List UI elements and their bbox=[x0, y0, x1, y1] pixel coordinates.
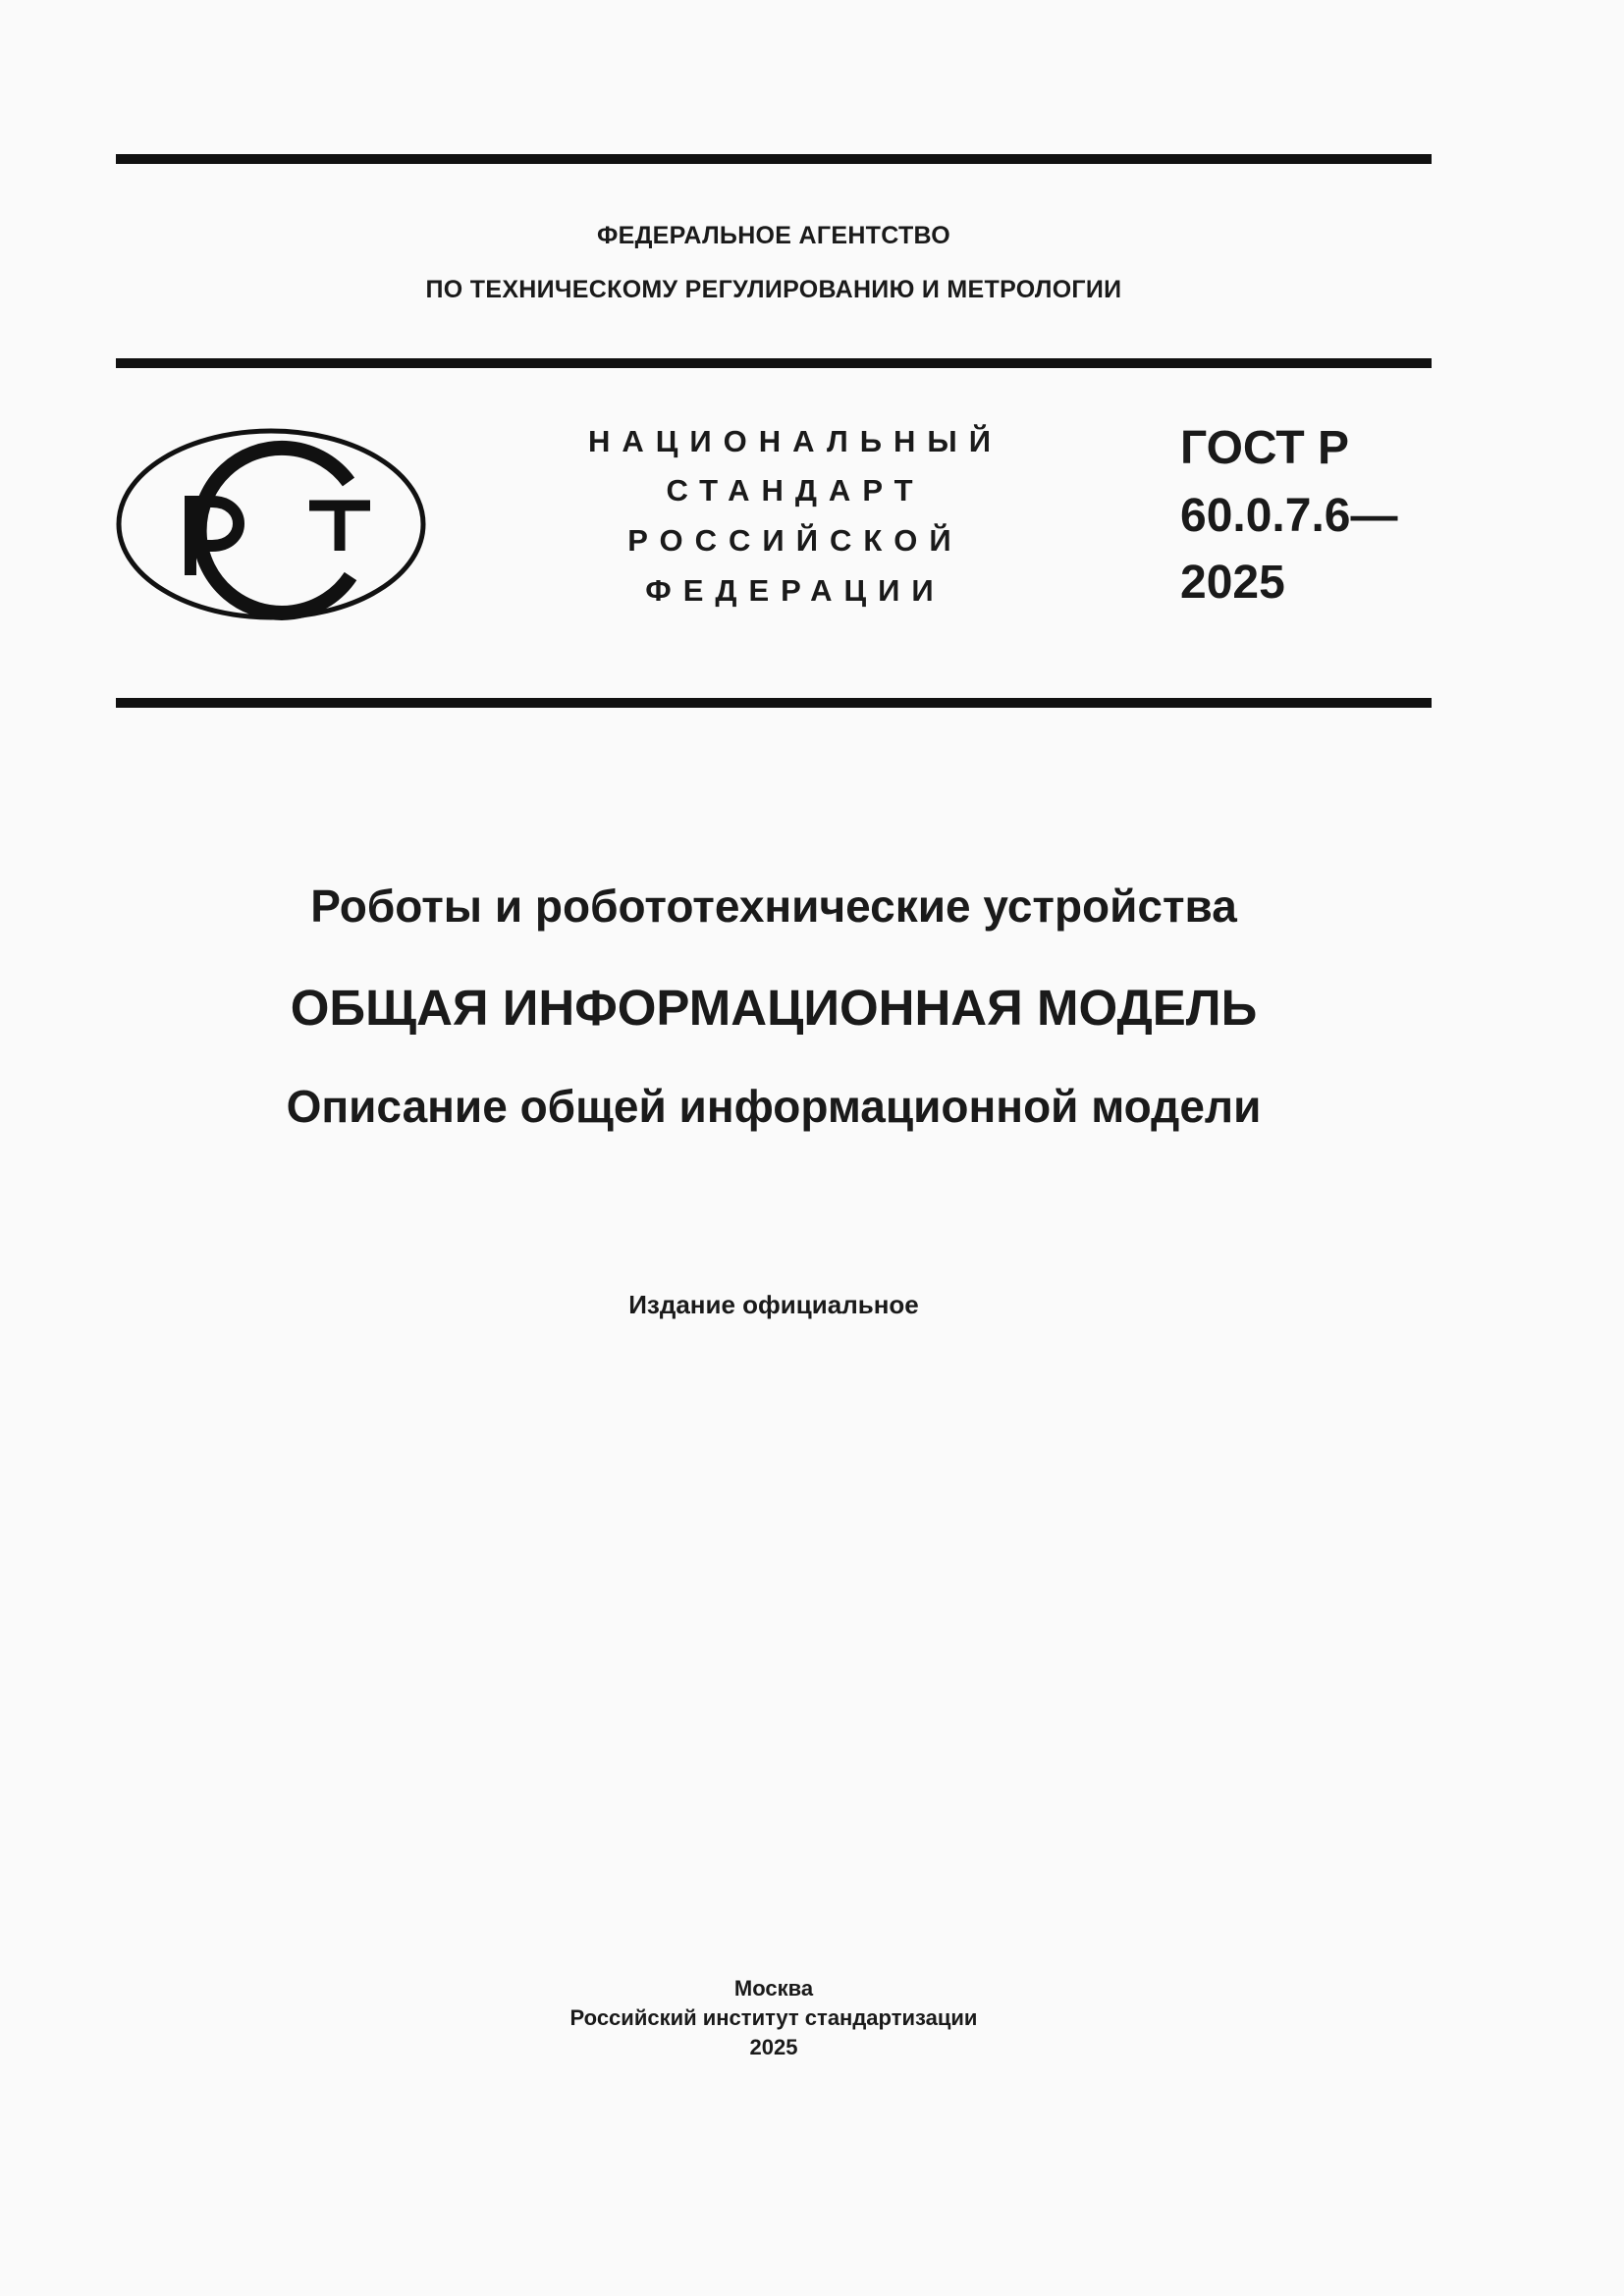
gost-number-line-1: ГОСТ Р bbox=[1180, 422, 1350, 474]
document-title-group: Роботы и робототехнические устройства bbox=[310, 881, 1237, 932]
agency-name-line-2: ПО ТЕХНИЧЕСКОМУ РЕГУЛИРОВАНИЮ И МЕТРОЛОГИИ bbox=[425, 276, 1122, 303]
national-standard-line-3: РОССИЙСКОЙ bbox=[627, 523, 963, 558]
national-standard-line-4: ФЕДЕРАЦИИ bbox=[645, 573, 946, 608]
pct-logo-icon bbox=[116, 428, 426, 620]
title-divider-rule bbox=[116, 698, 1432, 708]
national-standard-line-2: СТАНДАРТ bbox=[666, 473, 925, 507]
document-title-part: Описание общей информационной модели bbox=[286, 1081, 1262, 1132]
top-rule bbox=[116, 154, 1432, 164]
imprint-city: Москва bbox=[733, 1976, 814, 2001]
imprint-publisher: Российский институт стандартизации bbox=[569, 2005, 978, 2030]
gost-number-line-3: 2025 bbox=[1180, 557, 1285, 609]
document-title-main: ОБЩАЯ ИНФОРМАЦИОННАЯ МОДЕЛЬ bbox=[290, 980, 1258, 1036]
official-edition-label: Издание официальное bbox=[628, 1290, 919, 1319]
national-standard-line-1: НАЦИОНАЛЬНЫЙ bbox=[587, 424, 1003, 458]
agency-name-line-1: ФЕДЕРАЛЬНОЕ АГЕНТСТВО bbox=[596, 222, 951, 249]
imprint-year: 2025 bbox=[749, 2035, 798, 2059]
gost-number-line-2: 60.0.7.6— bbox=[1180, 490, 1398, 542]
header-divider-rule bbox=[116, 358, 1432, 368]
